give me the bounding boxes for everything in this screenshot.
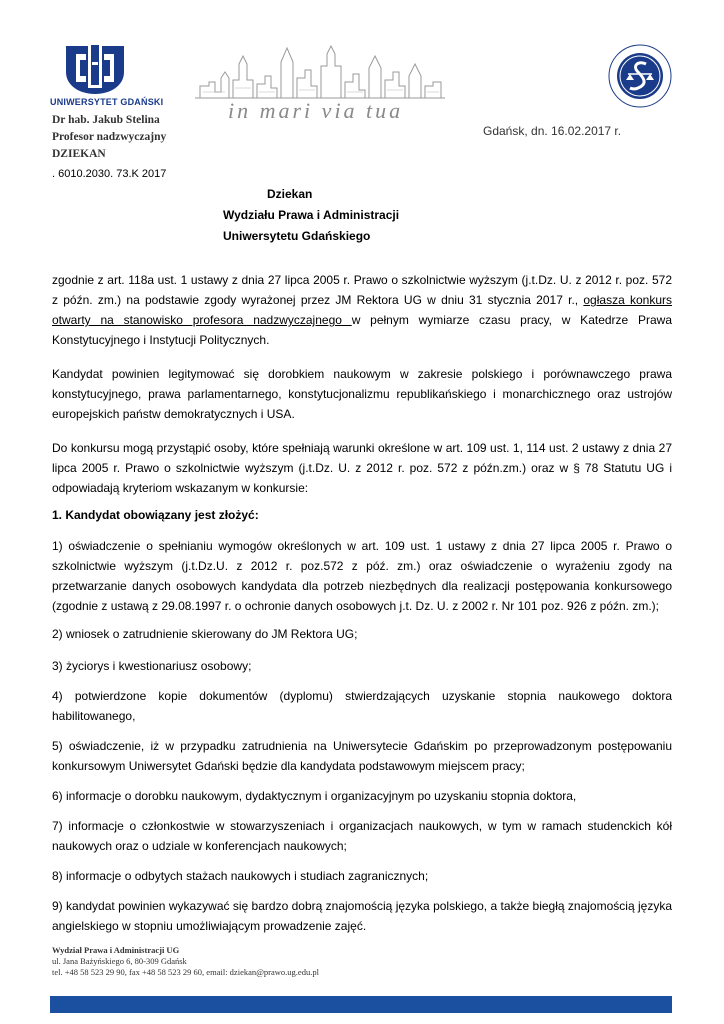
footer-faculty: Wydział Prawa i Administracji UG <box>52 945 180 955</box>
addressee-line1: Dziekan <box>267 187 313 201</box>
footer-address: ul. Jana Bażyńskiego 6, 80-309 Gdańsk <box>52 956 187 966</box>
requirements-paragraph: Kandydat powinien legitymować się dorobkiem naukowym w zakresie polskiego i porównawczego prawa konstytucyjnego, prawa parlamentarnego, konstytucjonalizmu republikańskiego i monarchicznego oraz ustrojów europejskich państw demokratycznych i USA. <box>52 367 672 421</box>
documents-heading: 1. Kandydat obowiązany jest złożyć: <box>52 508 259 522</box>
motto: in mari via tua <box>228 98 404 123</box>
addressee-block <box>267 184 312 205</box>
list-item-9: 9) kandydat powinien wykazywać się bardzo dobrą znajomością języka polskiego, a także biegłą znajomością języka angielskiego w stopniu umożliwiającym prowadzenie zajęć. <box>52 899 672 933</box>
ug-logo-graphic <box>62 42 128 96</box>
list-item-2: 2) wniosek o zatrudnienie skierowany do JM Rektora UG; <box>52 627 358 641</box>
list-item-5: 5) oświadczenie, iż w przypadku zatrudnienia na Uniwersytecie Gdańskim po przeprowadzonym postępowaniu konkursowym Uniwersytet Gdański będzie dla kandydata podstawowym miejscem pracy; <box>52 739 672 773</box>
sender-name: Dr hab. Jakub Stelina <box>52 114 160 126</box>
addressee-block-2 <box>223 205 399 247</box>
p1-text-b: w pełnym wymiarze czasu pracy, w Katedrze Prawa Konstytucyjnego i Instytucji Politycznych. <box>52 313 673 347</box>
list-item-4: 4) potwierdzone kopie dokumentów (dyplomu) stwierdzających uzyskanie stopnia naukowego doktora habilitowanego, <box>52 689 672 723</box>
footer <box>52 945 319 978</box>
footer-contact: tel. +48 58 523 29 90, fax +48 58 523 29 60, email: dziekan@prawo.ug.edu.pl <box>52 967 319 977</box>
list-item-6: 6) informacje o dorobku naukowym, dydaktycznym i organizacyjnym po uzyskaniu stopnia doktora, <box>52 789 577 803</box>
reference-number: . 6010.2030. 73.K 2017 <box>52 168 167 180</box>
p1-underlined: ogłasza konkurs otwarty na stanowisko profesora nadzwyczajnego <box>52 293 672 327</box>
list-item-8: 8) informacje o odbytych stażach naukowych i studiach zagranicznych; <box>52 869 429 883</box>
sender-role: DZIEKAN <box>52 148 106 160</box>
faculty-seal <box>608 44 672 108</box>
eligibility-paragraph: Do konkursu mogą przystąpić osoby, które spełniają warunki określone w art. 109 ust. 1, 114 ust. 2 ustawy z dnia 27 lipca 2005 r. Prawo o szkolnictwie wyższym (j.t.Dz. U. z 2012 r. poz. 572 z późn.zm.) oraz w § 78 Statutu UG i odpowiadają kryteriom wskazanym w konkursie: <box>52 441 672 495</box>
city-panorama <box>195 42 445 102</box>
sender-block <box>52 112 166 163</box>
footer-bar <box>50 996 672 1013</box>
announcement-paragraph <box>52 270 672 350</box>
seal-caption <box>608 44 609 45</box>
list-item-7: 7) informacje o członkostwie w stowarzyszeniach i organizacjach naukowych, w tym w ramach studenckich kół naukowych oraz o udziale w konferencjach naukowych; <box>52 819 672 853</box>
ug-logo-caption: UNIWERSYTET GDAŃSKI <box>50 97 164 107</box>
list-item-1: 1) oświadczenie o spełnianiu wymogów określonych w art. 109 ust. 1 ustawy z dnia 27 lipca 2005 r. Prawo o szkolnictwie wyższym (j.t.Dz.U. z 2012 r. poz.572 z póź. zm.) oraz oświadczenie o wyrażeniu zgody na przetwarzanie danych osobowych kandydata dla potrzeb niezbędnych dla realizacji postępowania konkursowego (zgodnie z ustawą z 29.08.1997 r. o ochronie danych osobowych j.t. Dz. U. z 2002 r. Nr 101 poz. 926 z późn. zm.); <box>52 539 672 613</box>
letter-date: Gdańsk, dn. 16.02.2017 r. <box>483 124 622 138</box>
sender-title: Profesor nadzwyczajny <box>52 131 167 143</box>
p1-text-a: zgodnie z art. 118a ust. 1 ustawy z dnia 27 lipca 2005 r. Prawo o szkolnictwie wyższym (j.t.Dz. U. z 2012 r. poz. 572 z późn. zm.) na podstawie zgody wyrażonej przez JM Rektora UG w dniu 31 stycznia 2017 r., <box>52 273 672 307</box>
seal-graphic <box>608 44 672 108</box>
panorama-skyline <box>195 42 445 102</box>
list-item-3: 3) życiorys i kwestionariusz osobowy; <box>52 659 252 673</box>
addressee-line3: Uniwersytetu Gdańskiego <box>223 229 371 243</box>
ug-logo <box>62 42 128 96</box>
addressee-line2: Wydziału Prawa i Administracji <box>223 208 400 222</box>
